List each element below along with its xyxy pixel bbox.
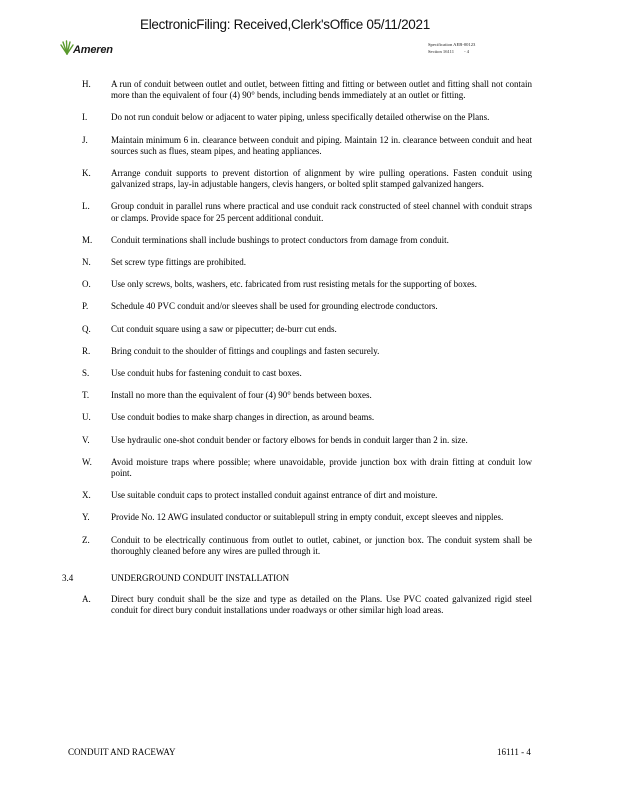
list-item xyxy=(0,412,618,423)
item-letter: K. xyxy=(82,168,91,179)
list-item xyxy=(0,435,618,446)
list-item xyxy=(0,235,618,246)
list-item xyxy=(0,346,618,357)
item-text: Set screw type fittings are prohibited. xyxy=(111,257,246,268)
section-heading xyxy=(0,573,618,584)
item-letter: V. xyxy=(82,434,90,445)
specification-items xyxy=(0,79,618,627)
spec-line-2 xyxy=(428,48,475,55)
item-text: Group conduit in parallel runs where practical and use conduit rack constructed of steel channel with conduit straps or clamps. Provide space for 25 percent additional conduit. xyxy=(111,201,532,223)
list-item xyxy=(0,512,618,523)
item-text: Avoid moisture traps where possible; where unavoidable, provide junction box with drain fitting at conduit low point. xyxy=(111,456,532,479)
item-letter: N. xyxy=(82,257,91,268)
item-letter: O. xyxy=(82,279,91,290)
item-text: Schedule 40 PVC conduit and/or sleeves shall be used for grounding electrode conductors. xyxy=(111,301,438,312)
item-letter: Z. xyxy=(82,534,90,545)
list-item xyxy=(0,257,618,268)
spec-line-1: Specification AEB-00123 xyxy=(428,42,476,47)
list-item xyxy=(0,368,618,379)
list-item xyxy=(0,301,618,312)
item-letter: S. xyxy=(82,368,90,379)
list-item xyxy=(0,112,618,123)
logo-wordmark: Ameren xyxy=(73,44,113,56)
item-letter: Q. xyxy=(82,323,91,334)
footer-page-number: 16111 - 4 xyxy=(497,747,531,757)
spec-reference xyxy=(428,41,475,55)
item-text: A run of conduit between outlet and outlet, between fitting and fitting or between outlet and fitting shall not contain more than the equivalent of four (4) 90° bends, including bends immediately at an outlet or fitting. xyxy=(111,79,532,101)
item-text: Do not run conduit below or adjacent to water piping, unless specifically detailed otherwise on the Plans. xyxy=(111,112,490,123)
list-item xyxy=(0,79,618,101)
item-letter: W. xyxy=(82,456,92,467)
list-item xyxy=(0,168,618,190)
item-text: Install no more than the equivalent of four (4) 90° bends between boxes. xyxy=(111,390,372,401)
item-letter: A. xyxy=(82,594,91,605)
item-text: Use conduit hubs for fastening conduit to cast boxes. xyxy=(111,368,302,379)
list-item xyxy=(0,490,618,501)
item-letter: Y. xyxy=(82,512,90,523)
item-letter: T. xyxy=(82,390,90,401)
item-text: Provide No. 12 AWG insulated conductor or suitablepull string in empty conduit, except sleeves and nipples. xyxy=(111,512,504,523)
list-item xyxy=(0,535,618,557)
item-text: Use hydraulic one-shot conduit bender or factory elbows for bends in conduit larger than 2 in. size. xyxy=(111,434,468,445)
list-item xyxy=(0,201,618,223)
ameren-sunburst-icon xyxy=(60,40,74,56)
item-letter: X. xyxy=(82,490,91,501)
item-text: Arrange conduit supports to prevent distortion of alignment by wire pulling operations. Fasten conduit using galvanized straps, lay-in adjustable hangers, clevis hangers, or bolted split stamped galvanized hangers. xyxy=(111,168,532,190)
item-text: Use conduit bodies to make sharp changes in direction, as around beams. xyxy=(111,412,375,423)
item-text: Cut conduit square using a saw or pipecutter; de-burr cut ends. xyxy=(111,323,337,334)
item-letter: L. xyxy=(82,201,90,212)
section-number: 3.4 xyxy=(62,573,74,584)
list-item xyxy=(0,279,618,290)
list-item xyxy=(0,324,618,335)
item-letter: M. xyxy=(82,234,93,245)
item-text: Bring conduit to the shoulder of fittings and couplings and fasten securely. xyxy=(111,345,380,356)
list-item xyxy=(0,594,618,616)
item-letter: J. xyxy=(82,134,88,145)
spec-section-label: Section 16111 xyxy=(428,49,455,54)
item-text: Direct bury conduit shall be the size and type as detailed on the Plans. Use PVC coated galvanized rigid steel conduit for direct bury conduit installations under roadways or other similar high load areas. xyxy=(111,594,532,616)
filing-stamp: ElectronicFiling: Received,Clerk'sOffice 05/11/2021 xyxy=(140,17,430,32)
list-item xyxy=(0,390,618,401)
list-item xyxy=(0,135,618,157)
item-letter: I. xyxy=(82,112,88,123)
item-letter: H. xyxy=(82,79,91,89)
item-text: Maintain minimum 6 in. clearance between conduit and piping. Maintain 12 in. clearance between conduit and heat sources such as flues, steam pipes, and heating appliances. xyxy=(111,134,532,156)
item-letter: P. xyxy=(82,301,89,312)
list-item xyxy=(0,457,618,479)
section-title: UNDERGROUND CONDUIT INSTALLATION xyxy=(111,573,290,584)
item-text: Conduit terminations shall include bushings to protect conductors from damage from conduit. xyxy=(111,234,449,245)
item-text: Use only screws, bolts, washers, etc. fabricated from rust resisting metals for the supporting of boxes. xyxy=(111,279,477,290)
item-letter: R. xyxy=(82,345,91,356)
spec-page: - 4 xyxy=(464,49,470,54)
item-text: Conduit to be electrically continuous from outlet to outlet, cabinet, or junction box. The conduit system shall be thoroughly cleaned before any wires are pulled through it. xyxy=(111,534,532,556)
footer-title: CONDUIT AND RACEWAY xyxy=(68,747,176,757)
item-letter: U. xyxy=(82,412,91,423)
item-text: Use suitable conduit caps to protect installed conduit against entrance of dirt and moisture. xyxy=(111,490,438,501)
